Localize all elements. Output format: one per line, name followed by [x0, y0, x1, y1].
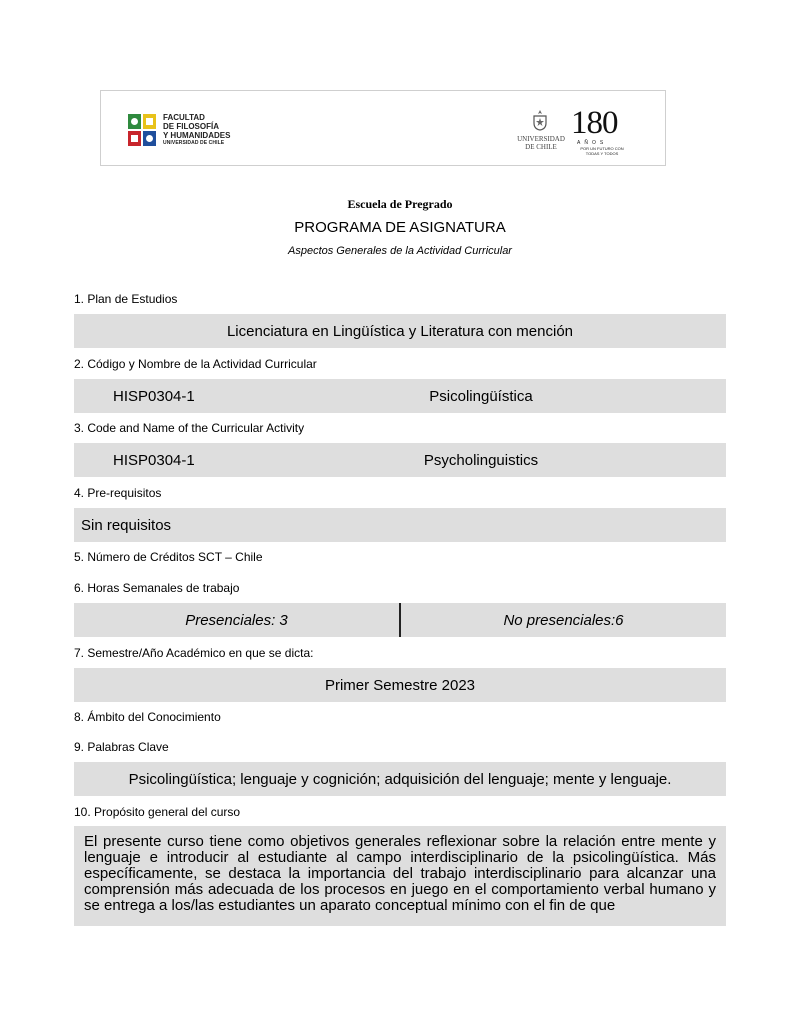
hours-no-presencial: No presenciales:6	[503, 611, 624, 629]
code-name-label: 2. Código y Nombre de la Actividad Curricular	[74, 357, 317, 371]
header-banner	[100, 90, 666, 166]
plan-value: Licenciatura en Lingüística y Literatura con mención	[226, 322, 574, 340]
tagline-line-1: POR UN FUTURO CON	[580, 146, 624, 151]
faculty-logo	[127, 111, 239, 153]
purpose-field	[74, 826, 726, 926]
faculty-shield-icon	[127, 113, 157, 147]
code-name-en-label: 3. Code and Name of the Curricular Activity	[74, 421, 305, 435]
semester-field	[74, 668, 726, 702]
plan-label: 1. Plan de Estudios	[74, 292, 178, 306]
hours-field	[74, 603, 726, 637]
keywords-label: 9. Palabras Clave	[74, 740, 169, 754]
keywords-value: Psicolingüística; lenguaje y cognición; adquisición del lenguaje; mente y lenguaje.	[128, 770, 672, 788]
university-name-line-2: DE CHILE	[525, 143, 557, 151]
code-name-field	[74, 379, 726, 413]
faculty-line-3: Y HUMANIDADES	[163, 131, 231, 140]
code-name-en-field	[74, 443, 726, 477]
faculty-line-2: DE FILOSOFÍA	[163, 122, 219, 131]
purpose-label: 10. Propósito general del curso	[74, 805, 241, 819]
course-name: Psicolingüística	[429, 387, 533, 405]
faculty-name	[163, 113, 230, 147]
anniversary-years: AÑOS	[577, 140, 608, 146]
school-title: Escuela de Pregrado	[347, 197, 453, 211]
program-title: PROGRAMA DE ASIGNATURA	[294, 219, 506, 236]
faculty-line-4: UNIVERSIDAD DE CHILE	[163, 140, 225, 146]
anniversary-logo	[511, 105, 651, 156]
program-subtitle: Aspectos Generales de la Actividad Curricular	[288, 245, 512, 257]
prereq-field	[74, 508, 726, 542]
university-name	[511, 135, 571, 151]
tagline-line-2: TODAS Y TODOS	[585, 151, 619, 156]
course-code: HISP0304-1	[113, 387, 195, 405]
credits-label: 5. Número de Créditos SCT – Chile	[74, 550, 263, 564]
purpose-text: El presente curso tiene como objetivos generales reflexionar sobre la relación entre mente y lenguaje e introducir al estudiante al campo interdisciplinario de la psicolingüística. Más específicamente, se destaca la importancia del trabajo interdisciplinario para alcanzar una comprensión más adecuada de los procesos en juego en el comportamiento verbal humano y se entrega a los/las estudiantes un aparato conceptual mínimo con el fin de que	[84, 833, 716, 914]
ambito-label: 8. Ámbito del Conocimiento	[74, 710, 221, 724]
plan-field	[74, 314, 726, 348]
prereq-value: Sin requisitos	[81, 516, 172, 534]
faculty-line-1: FACULTAD	[163, 113, 205, 122]
semester-value: Primer Semestre 2023	[324, 676, 476, 694]
university-crest-icon	[531, 109, 549, 131]
prereq-label: 4. Pre-requisitos	[74, 486, 162, 500]
semester-label: 7. Semestre/Año Académico en que se dicta:	[74, 646, 314, 660]
anniversary-number: 180	[571, 105, 618, 141]
course-name-en: Psycholinguistics	[423, 451, 539, 469]
anniversary-tagline	[569, 146, 635, 156]
hours-presencial: Presenciales: 3	[185, 611, 288, 629]
course-code-en: HISP0304-1	[113, 451, 195, 469]
university-name-line-1: UNIVERSIDAD	[517, 135, 565, 143]
keywords-field	[74, 762, 726, 796]
hours-label: 6. Horas Semanales de trabajo	[74, 581, 240, 595]
